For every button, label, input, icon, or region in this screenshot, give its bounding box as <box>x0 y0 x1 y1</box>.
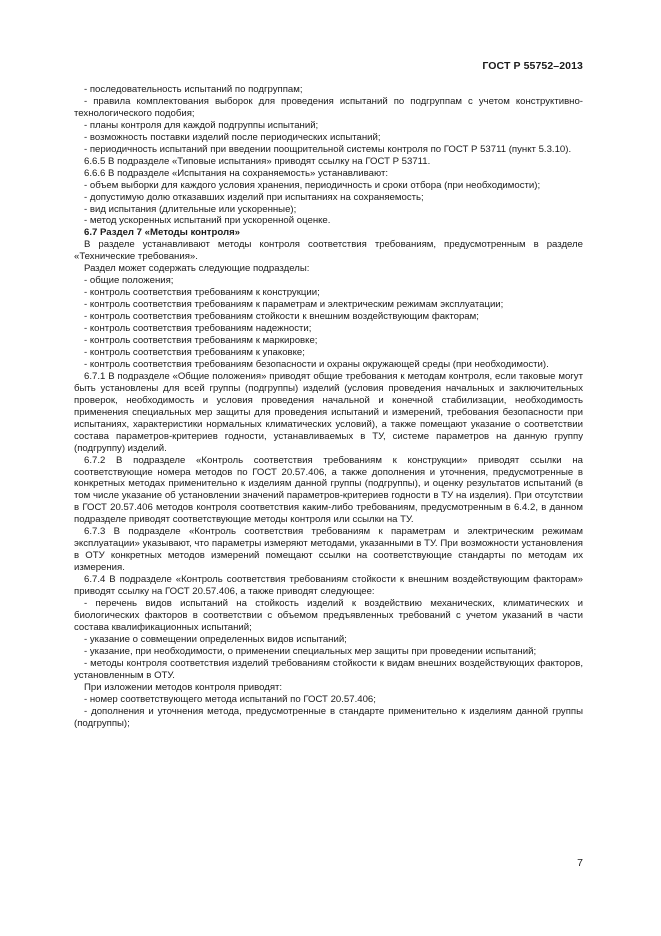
paragraph: - метод ускоренных испытаний при ускоренной оценке. <box>84 215 331 227</box>
paragraph: - указание о совмещении определенных видов испытаний; <box>84 633 347 645</box>
paragraph: - объем выборки для каждого условия хранения, периодичность и сроки отбора (при необходимости); <box>84 179 541 191</box>
paragraph: - указание, при необходимости, о применении специальных мер защиты при проведении испытаний; <box>84 645 537 657</box>
paragraph: - дополнения и уточнения метода, предусмотренные в стандарте применительно к изделиям данной группы (подгруппы); <box>74 705 583 729</box>
paragraph: - контроль соответствия требованиям к упаковке; <box>84 346 305 358</box>
paragraph: - допустимую долю отказавших изделий при испытаниях на сохраняемость; <box>84 191 424 203</box>
paragraph: - планы контроля для каждой подгруппы испытаний; <box>84 119 319 131</box>
paragraph: В разделе устанавливают методы контроля соответствия требованиям, предусмотренным в разделе «Технические требования». <box>74 239 583 263</box>
document-body <box>74 84 583 729</box>
paragraph: - контроль соответствия требованиям надежности; <box>84 323 312 335</box>
paragraph: - возможность поставки изделий после периодических испытаний; <box>84 131 381 143</box>
paragraph: - общие положения; <box>84 275 174 287</box>
doc-code-header: ГОСТ Р 55752–2013 <box>482 60 583 72</box>
paragraph: - вид испытания (длительные или ускоренные); <box>84 203 297 215</box>
paragraph: - контроль соответствия требованиям безопасности и охраны окружающей среды (при необходимости). <box>84 358 549 370</box>
paragraph: 6.6.5 В подразделе «Типовые испытания» приводят ссылку на ГОСТ Р 53711. <box>84 155 431 167</box>
section-heading: 6.7 Раздел 7 «Методы контроля» <box>84 227 241 239</box>
paragraph: 6.7.3 В подразделе «Контроль соответствия требованиям к параметрам и электрическим режимам эксплуатации» указывают, что параметры измеряют методами, указанными в ТУ. При возможности установления в ОТУ конкретных методов измерений помещают ссылки на соответствующие стандарты по методам их измерения. <box>74 526 583 574</box>
paragraph: - контроль соответствия требованиям к конструкции; <box>84 287 320 299</box>
paragraph: - номер соответствующего метода испытаний по ГОСТ 20.57.406; <box>84 693 376 705</box>
paragraph: 6.7.1 В подразделе «Общие положения» приводят общие требования к методам контроля, если таковые могут быть установлены для всей группы (подгруппы) изделий (условия проведения начальных и заключительных проверок, необходимость и условия проведения начальной и конечной стабилизации, необходимость применения специальных мер защиты для проведения испытаний и измерений, требования безопасности при испытаниях, характеристики нормальных климатических условий), а также помещают указание о соответствии состава параметров-критериев годности, устанавливаемых в ТУ, системе параметров на данную группу (подгруппу) изделий. <box>74 370 583 454</box>
paragraph: - контроль соответствия требованиям к маркировке; <box>84 335 318 347</box>
paragraph: - периодичность испытаний при введении поощрительной системы контроля по ГОСТ Р 53711 (пункт 5.3.10). <box>84 143 572 155</box>
paragraph: - методы контроля соответствия изделий требованиям стойкости к видам внешних воздействующих факторов, установленным в ОТУ. <box>74 657 583 681</box>
paragraph: - правила комплектования выборок для проведения испытаний по подгруппам с учетом конструктивно-технологического подобия; <box>74 95 583 119</box>
paragraph: - последовательность испытаний по подгруппам; <box>84 84 303 95</box>
paragraph: - перечень видов испытаний на стойкость изделий к воздействию механических, климатических и биологических факторов в соответствии с объемом предъявленных требований с учетом указаний в части состава квалификационных испытаний; <box>74 597 583 633</box>
paragraph: 6.7.2 В подразделе «Контроль соответствия требованиям к конструкции» приводят ссылки на соответствующие номера методов по ГОСТ 20.57.406, а также дополнения и уточнения, предусмотренные в конкретных методах применительно к изделиям данной группы (подгруппы), и оценку результатов испытаний (в том числе указание об установлении значений параметров-критериев годности в ТУ на изделия). При отсутствии в ГОСТ 20.57.406 методов контроля соответствия каким-либо требованиям, предусмотренным в 6.4.2, в данном подразделе приводят соответствующие методы контроля или ссылки на ТУ. <box>74 454 583 526</box>
paragraph: Раздел может содержать следующие подразделы: <box>84 263 310 275</box>
paragraph: - контроль соответствия требованиям стойкости к внешним воздействующим факторам; <box>84 311 479 323</box>
paragraph: При изложении методов контроля приводят: <box>84 681 283 693</box>
page-number: 7 <box>577 857 583 869</box>
paragraph: 6.6.6 В подразделе «Испытания на сохраняемость» устанавливают: <box>84 167 389 179</box>
paragraph: - контроль соответствия требованиям к параметрам и электрическим режимам эксплуатации; <box>84 299 504 311</box>
paragraph: 6.7.4 В подразделе «Контроль соответствия требованиям стойкости к внешним воздействующим факторам» приводят ссылку на ГОСТ 20.57.406, а также приводят следующее: <box>74 574 583 598</box>
